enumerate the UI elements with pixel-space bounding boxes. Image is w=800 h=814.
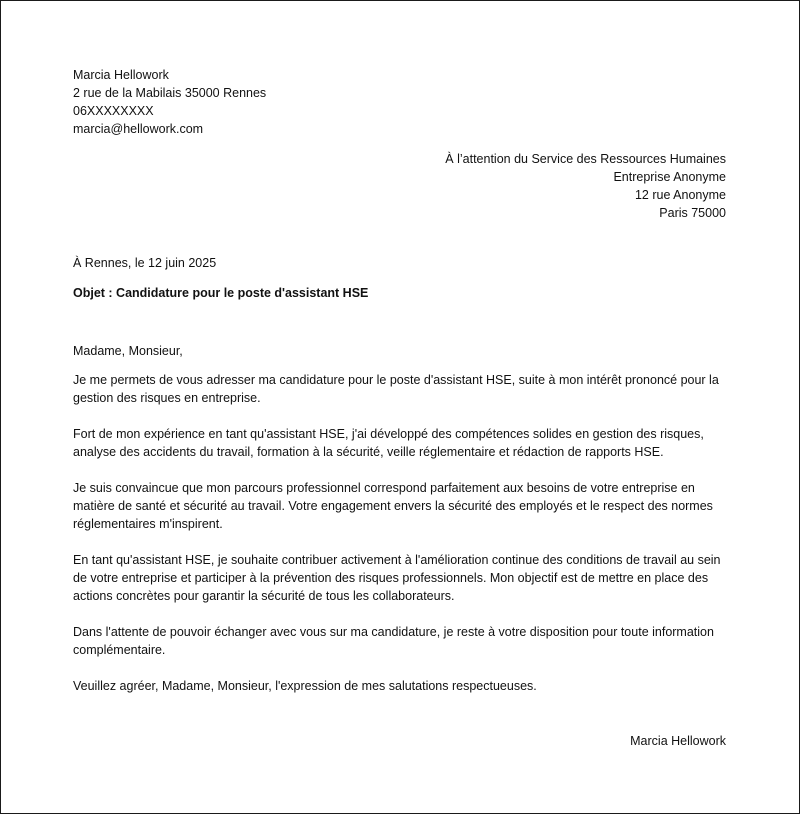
date-line: À Rennes, le 12 juin 2025 (73, 256, 217, 270)
body-paragraph: Je me permets de vous adresser ma candidature pour le poste d'assistant HSE, suite à mon intérêt prononcé pour la gestion des risques en entreprise. (73, 373, 719, 405)
sender-name: Marcia Hellowork (73, 68, 169, 82)
body-paragraph: Fort de mon expérience en tant qu'assistant HSE, j'ai développé des compétences solides en gestion des risques, analyse des accidents du travail, formation à la sécurité, veille réglementaire et rédaction de rapports HSE. (73, 427, 704, 459)
sender-block (73, 66, 266, 138)
closing-paragraph: Veuillez agréer, Madame, Monsieur, l'expression de mes salutations respectueuses. (73, 679, 537, 693)
sender-phone: 06XXXXXXXX (73, 104, 154, 118)
recipient-street: 12 rue Anonyme (634, 188, 726, 202)
sender-address: 2 rue de la Mabilais 35000 Rennes (73, 86, 267, 100)
recipient-attention: À l’attention du Service des Ressources Humaines (445, 152, 726, 166)
body-paragraph: Je suis convaincue que mon parcours professionnel correspond parfaitement aux besoins de votre entreprise en matière de santé et sécurité au travail. Votre engagement envers la sécurité des employés et le respect des normes réglementaires m'inspirent. (73, 481, 713, 531)
signature: Marcia Hellowork (630, 734, 726, 748)
recipient-city: Paris 75000 (659, 206, 726, 220)
greeting: Madame, Monsieur, (73, 344, 183, 358)
recipient-company: Entreprise Anonyme (613, 170, 726, 184)
body-paragraph: Dans l'attente de pouvoir échanger avec vous sur ma candidature, je reste à votre disposition pour toute information complémentaire. (73, 625, 714, 657)
body-paragraph: En tant qu'assistant HSE, je souhaite contribuer activement à l'amélioration continue des conditions de travail au sein de votre entreprise et participer à la prévention des risques professionnels. Mon objectif est de mettre en place des actions concrètes pour garantir la sécurité de tous les collaborateurs. (73, 553, 721, 603)
subject-line: Objet : Candidature pour le poste d'assistant HSE (73, 286, 369, 300)
sender-email: marcia@hellowork.com (73, 122, 204, 136)
recipient-block (445, 150, 726, 222)
letter-body (73, 342, 733, 713)
